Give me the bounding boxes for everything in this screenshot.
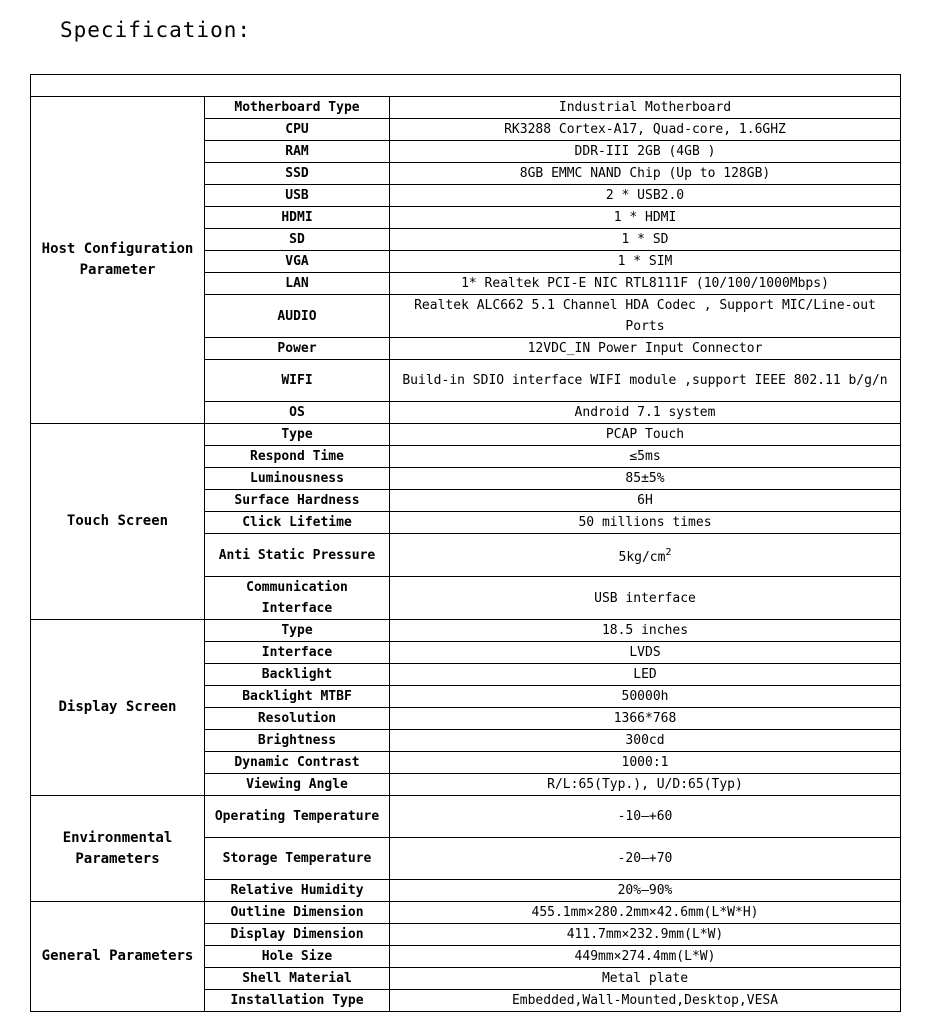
group-name-cell: Touch Screen	[31, 424, 205, 620]
group-name-cell: Environmental Parameters	[31, 796, 205, 902]
parameter-name-cell: Backlight MTBF	[205, 686, 390, 708]
table-row	[31, 97, 901, 119]
parameter-name-cell: CPU	[205, 119, 390, 141]
parameter-value-cell: 12VDC_IN Power Input Connector	[390, 338, 901, 360]
parameter-name-cell: Operating Temperature	[205, 796, 390, 838]
parameter-name-cell: HDMI	[205, 207, 390, 229]
parameter-name-cell: Hole Size	[205, 946, 390, 968]
parameter-name-cell: WIFI	[205, 360, 390, 402]
parameter-value-cell: RK3288 Cortex-A17, Quad-core, 1.6GHZ	[390, 119, 901, 141]
parameter-name-cell: Interface	[205, 642, 390, 664]
specification-table-body	[31, 75, 901, 1012]
parameter-name-cell: VGA	[205, 251, 390, 273]
parameter-name-cell: Dynamic Contrast	[205, 752, 390, 774]
parameter-value-cell: 18.5 inches	[390, 620, 901, 642]
parameter-value-cell: ≤5ms	[390, 446, 901, 468]
parameter-value-cell: 85±5%	[390, 468, 901, 490]
parameter-name-cell: SD	[205, 229, 390, 251]
group-name-cell: Host Configuration Parameter	[31, 97, 205, 424]
parameter-name-cell: Display Dimension	[205, 924, 390, 946]
parameter-value-cell: 50 millions times	[390, 512, 901, 534]
parameter-name-cell: Click Lifetime	[205, 512, 390, 534]
parameter-name-cell: Storage Temperature	[205, 838, 390, 880]
parameter-name-cell: Backlight	[205, 664, 390, 686]
parameter-name-cell: Luminousness	[205, 468, 390, 490]
parameter-value-cell: 1* Realtek PCI-E NIC RTL8111F (10/100/1000Mbps)	[390, 273, 901, 295]
parameter-name-cell: USB	[205, 185, 390, 207]
table-header-cell	[31, 75, 901, 97]
parameter-value-cell: Industrial Motherboard	[390, 97, 901, 119]
parameter-name-cell: RAM	[205, 141, 390, 163]
group-name-cell: General Parameters	[31, 902, 205, 1012]
parameter-value-cell: Build-in SDIO interface WIFI module ,support IEEE 802.11 b/g/n	[390, 360, 901, 402]
parameter-value-cell: DDR-III 2GB (4GB )	[390, 141, 901, 163]
parameter-name-cell: Shell Material	[205, 968, 390, 990]
table-row	[31, 620, 901, 642]
parameter-name-cell: LAN	[205, 273, 390, 295]
parameter-value-cell: 300cd	[390, 730, 901, 752]
parameter-value-cell: 8GB EMMC NAND Chip (Up to 128GB)	[390, 163, 901, 185]
parameter-value-cell: LED	[390, 664, 901, 686]
parameter-value-cell: USB interface	[390, 577, 901, 620]
parameter-value-cell: -20—+70	[390, 838, 901, 880]
parameter-value-cell: 1 * SIM	[390, 251, 901, 273]
parameter-value-cell: 20%—90%	[390, 880, 901, 902]
parameter-name-cell: Type	[205, 620, 390, 642]
parameter-value-cell: LVDS	[390, 642, 901, 664]
parameter-value-cell	[390, 534, 901, 577]
parameter-name-cell: Communication Interface	[205, 577, 390, 620]
parameter-value-cell: Metal plate	[390, 968, 901, 990]
parameter-name-cell: Brightness	[205, 730, 390, 752]
value-superscript: 2	[665, 547, 672, 558]
parameter-value-cell: 1366*768	[390, 708, 901, 730]
parameter-name-cell: SSD	[205, 163, 390, 185]
parameter-name-cell: Relative Humidity	[205, 880, 390, 902]
group-name-cell: Display Screen	[31, 620, 205, 796]
parameter-value-cell: 1 * HDMI	[390, 207, 901, 229]
parameter-value-cell: 2 * USB2.0	[390, 185, 901, 207]
parameter-value-cell: 411.7mm×232.9mm(L*W)	[390, 924, 901, 946]
parameter-name-cell: Installation Type	[205, 990, 390, 1012]
table-row	[31, 424, 901, 446]
parameter-name-cell: Surface Hardness	[205, 490, 390, 512]
parameter-value-cell: PCAP Touch	[390, 424, 901, 446]
parameter-value-cell: 1 * SD	[390, 229, 901, 251]
parameter-name-cell: OS	[205, 402, 390, 424]
parameter-name-cell: Type	[205, 424, 390, 446]
parameter-value-cell: 50000h	[390, 686, 901, 708]
parameter-name-cell: Resolution	[205, 708, 390, 730]
parameter-value-cell: 455.1mm×280.2mm×42.6mm(L*W*H)	[390, 902, 901, 924]
parameter-name-cell: Motherboard Type	[205, 97, 390, 119]
parameter-value-cell: -10—+60	[390, 796, 901, 838]
table-row	[31, 796, 901, 838]
table-row	[31, 902, 901, 924]
parameter-value-cell: Android 7.1 system	[390, 402, 901, 424]
parameter-value-cell: Embedded,Wall-Mounted,Desktop,VESA	[390, 990, 901, 1012]
parameter-value-cell: Realtek ALC662 5.1 Channel HDA Codec , Support MIC/Line-out Ports	[390, 295, 901, 338]
parameter-value-cell: 1000:1	[390, 752, 901, 774]
parameter-name-cell: Respond Time	[205, 446, 390, 468]
parameter-value-cell: 6H	[390, 490, 901, 512]
parameter-value-cell: R/L:65(Typ.), U/D:65(Typ)	[390, 774, 901, 796]
table-header-row	[31, 75, 901, 97]
specification-table	[30, 74, 901, 1012]
parameter-name-cell: Viewing Angle	[205, 774, 390, 796]
parameter-name-cell: Power	[205, 338, 390, 360]
parameter-name-cell: Outline Dimension	[205, 902, 390, 924]
page-title: Specification:	[60, 18, 252, 42]
parameter-name-cell: Anti Static Pressure	[205, 534, 390, 577]
parameter-name-cell: AUDIO	[205, 295, 390, 338]
value-text: 5kg/cm	[618, 550, 666, 565]
parameter-value-cell: 449mm×274.4mm(L*W)	[390, 946, 901, 968]
